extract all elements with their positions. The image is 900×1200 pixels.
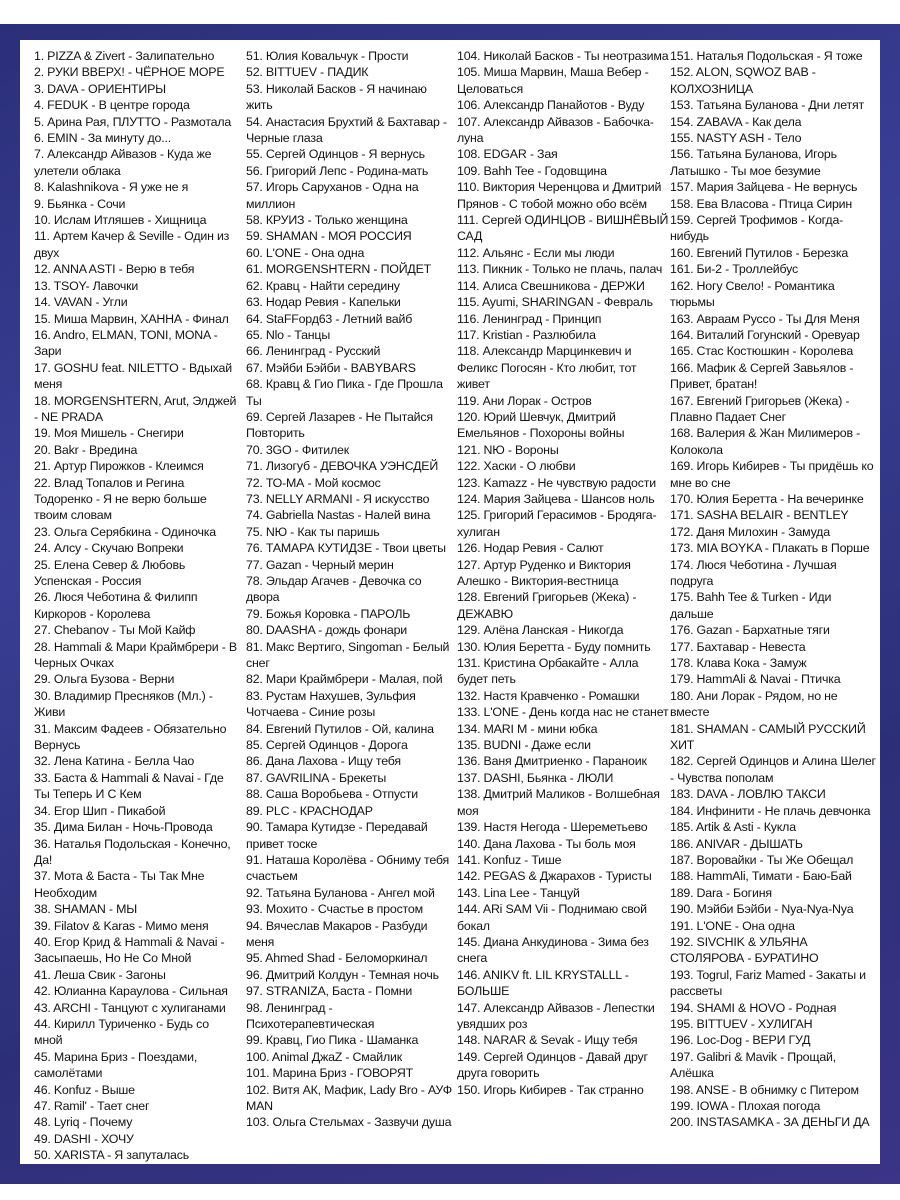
track-item: 110. Виктория Черенцова и Дмитрий Прянов - С тобой можно обо всём xyxy=(457,180,662,211)
track-item: 114. Алиса Свешникова - ДЕРЖИ xyxy=(457,278,645,293)
track-item: 77. Gazan - Черный мерин xyxy=(246,557,394,572)
track-item: 60. L'ONE - Она одна xyxy=(246,245,365,260)
track-item: 106. Александр Панайотов - Вуду xyxy=(457,98,645,113)
track-item: 108. EDGAR - Зая xyxy=(457,147,558,162)
track-item: 166. Мафик & Сергей Завьялов - Привет, братан! xyxy=(670,360,854,392)
track-item: 122. Хаски - О любви xyxy=(457,459,576,474)
track-item: 129. Алёна Ланская - Никогда xyxy=(457,623,624,638)
track-item: 134. MARI M - мини юбка xyxy=(457,721,598,736)
track-item: 8. Kalashnikova - Я уже не я xyxy=(34,180,189,195)
track-item: 47. Ramil' - Тает снег xyxy=(34,1099,150,1113)
track-item: 52. BITTUEV - ПАДИК xyxy=(246,65,369,80)
track-item: 2. РУКИ ВВЕРХ! - ЧЁРНОЕ МОРЕ xyxy=(34,65,225,80)
track-item: 71. Лизогуб - ДЕВОЧКА УЭНСДЕЙ xyxy=(246,459,439,474)
track-item: 168. Валерия & Жан Милимеров - Колокола xyxy=(670,426,860,457)
track-item: 81. Макс Вертиго, Singoman - Белый снег xyxy=(246,639,450,671)
track-item: 142. PEGAS & Джарахов - Туристы xyxy=(457,869,652,884)
track-item: 96. Дмитрий Колдун - Темная ночь xyxy=(246,967,439,982)
track-item: 152. ALON, SQWOZ BAB - КОЛХОЗНИЦА xyxy=(670,65,816,96)
track-item: 176. Gazan - Бархатные тяги xyxy=(670,623,830,638)
track-item: 141. Konfuz - Тише xyxy=(457,852,562,867)
track-item: 179. HammAli & Navai - Птичка xyxy=(670,672,841,687)
track-item: 181. SHAMAN - САМЫЙ РУССКИЙ ХИТ xyxy=(670,721,866,753)
tracklist-column-1 xyxy=(34,48,238,1164)
track-item: 61. MORGENSHTERN - ПОЙДЕТ xyxy=(246,262,432,277)
track-item: 191. L'ONE - Она одна xyxy=(670,918,795,933)
track-item: 20. Bakr - Вредина xyxy=(34,442,138,457)
track-item: 11. Артем Качер & Seville - Один из двух xyxy=(34,229,230,260)
track-item: 54. Анастасия Брухтий & Бахтавар - Черные глаза xyxy=(246,114,447,146)
track-item: 80. DAASHA - дождь фонари xyxy=(246,623,407,638)
track-item: 116. Ленинград - Принцип xyxy=(457,311,602,326)
track-item: 172. Даня Милохин - Замуда xyxy=(670,524,830,539)
track-item: 28. Hammali & Мари Краймбрери - В Черных Очках xyxy=(34,639,237,671)
track-item: 173. MIA BOYKA - Плакать в Порше xyxy=(670,541,870,556)
track-item: 92. Татьяна Буланова - Ангел мой xyxy=(246,885,435,900)
track-item: 155. NASTY ASH - Тело xyxy=(670,131,802,146)
track-item: 169. Игорь Кибирев - Ты придёшь ко мне во сне xyxy=(670,459,874,490)
track-item: 51. Юлия Ковальчук - Прости xyxy=(246,49,409,63)
track-item: 146. ANIKV ft. LIL KRYSTALLL - БОЛЬШЕ xyxy=(457,967,629,999)
track-item: 192. SIVCHIK & УЛЬЯНА СТОЛЯРОВА - БУРАТИНО xyxy=(670,934,819,966)
track-item: 85. Сергей Одинцов - Дорога xyxy=(246,738,408,753)
track-item: 27. Chebanov - Ты Мой Кайф xyxy=(34,623,196,638)
track-item: 127. Артур Руденко и Виктория Алешко - Виктория-вестница xyxy=(457,557,631,588)
track-item: 64. StaFFорд63 - Летний вайб xyxy=(246,311,413,326)
track-item: 164. Виталий Гогунский - Оревуар xyxy=(670,327,860,342)
track-item: 156. Татьяна Буланова, Игорь Латышко - Ты мое безумие xyxy=(670,147,837,178)
track-item: 178. Клава Кока - Замуж xyxy=(670,656,807,671)
track-item: 123. Kamazz - Не чувствую радости xyxy=(457,475,656,490)
track-item: 194. SHAMI & HOVO - Родная xyxy=(670,1000,837,1015)
track-item: 130. Юлия Беретта - Буду помнить xyxy=(457,639,651,654)
track-item: 193. Togrul, Fariz Mamed - Закаты и рассветы xyxy=(670,967,866,999)
track-item: 83. Рустам Нахушев, Зульфия Чотчаева - Синие розы xyxy=(246,688,416,720)
track-item: 7. Александр Айвазов - Куда же улетели облака xyxy=(34,147,212,178)
track-item: 111. Сергей ОДИНЦОВ - ВИШНЁВЫЙ САД xyxy=(457,213,669,244)
track-item: 46. Konfuz - Выше xyxy=(34,1082,135,1097)
track-item: 200. INSTASAMKA - ЗА ДЕНЬГИ ДА xyxy=(670,1115,870,1130)
track-item: 125. Григорий Герасимов - Бродяга-хулиган xyxy=(457,508,657,539)
track-item: 26. Люся Чеботина & Филипп Киркоров - Королева xyxy=(34,590,198,621)
track-item: 17. GOSHU feat. NILETTO - Вдыхай меня xyxy=(34,360,232,392)
track-item: 144. ARi SAM Vii - Поднимаю свой бокал xyxy=(457,902,647,933)
track-item: 163. Авраам Руссо - Ты Для Меня xyxy=(670,311,860,326)
track-item: 186. ANIVAR - ДЫШАТЬ xyxy=(670,836,803,851)
track-item: 95. Ahmed Shad - Беломоркинал xyxy=(246,951,428,966)
track-item: 101. Марина Бриз - ГОВОРЯТ xyxy=(246,1066,413,1081)
track-item: 154. ZABAVA - Как дела xyxy=(670,114,802,129)
track-item: 72. ТО-МА - Мой космос xyxy=(246,475,381,490)
track-item: 74. Gabriella Nastas - Налей вина xyxy=(246,508,431,523)
track-item: 76. ТАМАРА КУТИДЗЕ - Твои цветы xyxy=(246,541,446,556)
track-item: 97. STRANIZA, Баста - Помни xyxy=(246,984,413,999)
track-item: 4. FEDUK - В центре города xyxy=(34,98,190,113)
track-item: 78. Эльдар Агачев - Девочка со двора xyxy=(246,574,422,605)
track-item: 43. ARCHI - Танцуют с хулиганами xyxy=(34,1000,226,1015)
track-item: 3. DAVA - ОРИЕНТИРЫ xyxy=(34,81,166,96)
track-item: 161. Би-2 - Троллейбус xyxy=(670,262,798,277)
track-item: 42. Юлианна Караулова - Сильная xyxy=(34,984,228,999)
track-item: 170. Юлия Беретта - На вечеринке xyxy=(670,491,864,506)
track-item: 148. NARAR & Sevak - Ищу тебя xyxy=(457,1033,638,1048)
track-item: 157. Мария Зайцева - Не вернусь xyxy=(670,180,858,195)
track-item: 98. Ленинград - Психотерапевтическая xyxy=(246,1000,375,1031)
track-item: 182. Сергей Одинцов и Алина Шелег - Чувства пополам xyxy=(670,754,876,785)
track-item: 175. Bahh Tee & Turken - Иди дальше xyxy=(670,590,832,621)
track-item: 140. Дана Лахова - Ты боль моя xyxy=(457,836,636,851)
track-item: 197. Galibri & Mavik - Прощай, Алёшка xyxy=(670,1049,837,1081)
track-item: 174. Люся Чеботина - Лучшая подруга xyxy=(670,557,837,588)
track-item: 22. Влад Топалов и Регина Тодоренко - Я не верю больше твоим словам xyxy=(34,475,207,523)
track-item: 68. Кравц & Гио Пика - Где Прошла Ты xyxy=(246,377,443,408)
track-item: 159. Сергей Трофимов - Когда-нибудь xyxy=(670,213,844,244)
track-item: 70. 3GO - Фитилек xyxy=(246,442,349,457)
track-item: 48. Lyriq - Почему xyxy=(34,1115,133,1130)
track-item: 112. Альянс - Если мы люди xyxy=(457,245,615,260)
track-item: 165. Стас Костюшкин - Королева xyxy=(670,344,854,359)
track-item: 104. Николай Басков - Ты неотразима xyxy=(457,49,669,63)
track-item: 167. Евгений Григорьев (Жека) - Плавно Падает Снег xyxy=(670,393,850,424)
track-item: 35. Дима Билан - Ночь-Провода xyxy=(34,820,213,835)
track-item: 91. Наташа Королёва - Обниму тебя счастьем xyxy=(246,852,450,884)
track-item: 153. Татьяна Буланова - Дни летят xyxy=(670,98,864,113)
tracklist-column-4 xyxy=(670,48,876,1131)
track-item: 56. Григорий Лепс - Родина-мать xyxy=(246,163,429,178)
tracklist-column-3 xyxy=(457,48,669,1098)
track-item: 126. Нодар Ревия - Салют xyxy=(457,541,604,556)
track-item: 150. Игорь Кибирев - Так странно xyxy=(457,1082,644,1097)
track-item: 41. Леша Свик - Загоны xyxy=(34,967,166,982)
track-item: 44. Кирилл Туриченко - Будь со мной xyxy=(34,1016,209,1048)
track-item: 115. Ayumi, SHARINGAN - Февраль xyxy=(457,295,653,310)
track-item: 18. MORGENSHTERN, Arut, Элджей - NE PRADA xyxy=(34,393,237,424)
track-item: 105. Миша Марвин, Маша Вебер - Целоваться xyxy=(457,65,649,96)
track-item: 198. ANSE - В обнимку с Питером xyxy=(670,1082,859,1097)
track-item: 62. Кравц - Найти середину xyxy=(246,278,400,293)
track-item: 59. SHAMAN - МОЯ РОССИЯ xyxy=(246,229,412,244)
track-item: 190. Мэйби Бэйби - Nya-Nya-Nya xyxy=(670,902,854,917)
track-item: 119. Ани Лорак - Остров xyxy=(457,393,592,408)
track-item: 118. Александр Марцинкевич и Феликс Погосян - Кто любит, тот живет xyxy=(457,344,637,392)
track-item: 87. GAVRILINA - Брекеты xyxy=(246,770,387,785)
track-item: 36. Наталья Подольская - Конечно, Да! xyxy=(34,836,231,867)
track-item: 107. Александр Айвазов - Бабочка-луна xyxy=(457,114,654,146)
track-item: 79. Божья Коровка - ПАРОЛЬ xyxy=(246,606,411,621)
track-item: 34. Егор Шип - Пикабой xyxy=(34,803,166,818)
track-item: 32. Лена Катина - Белла Чао xyxy=(34,754,195,769)
track-item: 138. Дмитрий Маликов - Волшебная моя xyxy=(457,787,660,818)
track-item: 184. Инфинити - Не плачь девчонка xyxy=(670,803,871,818)
track-item: 177. Бахтавар - Невеста xyxy=(670,639,806,654)
track-item: 143. Lina Lee - Танцуй xyxy=(457,885,580,900)
track-item: 40. Егор Крид & Hammali & Navai - Засыпаешь, Но Не Со Мной xyxy=(34,934,225,966)
track-item: 158. Ева Власова - Птица Сирин xyxy=(670,196,853,211)
track-item: 162. Ногу Свело! - Романтика тюрьмы xyxy=(670,278,835,310)
track-item: 139. Настя Негода - Шереметьево xyxy=(457,820,648,835)
track-item: 38. SHAMAN - МЫ xyxy=(34,902,137,917)
track-item: 55. Сергей Одинцов - Я вернусь xyxy=(246,147,425,162)
track-item: 145. Диана Анкудинова - Зима без снега xyxy=(457,934,649,966)
track-item: 151. Наталья Подольская - Я тоже xyxy=(670,49,863,63)
track-item: 183. DAVA - ЛОВЛЮ ТАКСИ xyxy=(670,787,826,802)
track-item: 31. Максим Фадеев - Обязательно Вернусь xyxy=(34,721,227,753)
track-item: 13. TSOY- Лавочки xyxy=(34,278,139,293)
track-item: 132. Настя Кравченко - Ромашки xyxy=(457,688,640,703)
track-item: 135. BUDNI - Даже если xyxy=(457,738,591,753)
track-item: 136. Ваня Дмитриенко - Параноик xyxy=(457,754,647,769)
track-item: 86. Дана Лахова - Ищу тебя xyxy=(246,754,401,769)
track-item: 94. Вячеслав Макаров - Разбуди меня xyxy=(246,918,428,949)
track-item: 30. Владимир Пресняков (Мл.) - Живи xyxy=(34,688,213,720)
track-item: 188. HammAli, Тимати - Баю-Бай xyxy=(670,869,852,884)
track-item: 88. Саша Воробьева - Отпусти xyxy=(246,787,418,802)
track-item: 187. Воровайки - Ты Же Обещал xyxy=(670,852,854,867)
track-item: 102. Витя АК, Мафик, Lady Bro - АУФ MAN xyxy=(246,1082,452,1113)
track-item: 39. Filatov & Karas - Мимо меня xyxy=(34,918,209,933)
track-item: 93. Мохито - Счастье в простом xyxy=(246,902,423,917)
track-item: 33. Баста & Hammali & Navai - Где Ты Теперь И С Кем xyxy=(34,770,224,802)
track-item: 109. Bahh Tee - Годовщина xyxy=(457,163,607,178)
track-item: 49. DASHI - ХОЧУ xyxy=(34,1131,134,1146)
track-item: 19. Моя Мишель - Снегири xyxy=(34,426,184,441)
track-item: 1. PIZZA & Zivert - Залипательно xyxy=(34,49,215,63)
track-item: 128. Евгений Григорьев (Жека) - ДЕЖАВЮ xyxy=(457,590,637,621)
track-item: 57. Игорь Саруханов - Одна на миллион xyxy=(246,180,419,211)
track-item: 180. Ани Лорак - Рядом, но не вместе xyxy=(670,688,838,720)
track-item: 131. Кристина Орбакайте - Алла будет петь xyxy=(457,656,639,687)
track-item: 90. Тамара Кутидзе - Передавай привет тоске xyxy=(246,820,428,851)
track-item: 73. NELLY ARMANI - Я искусство xyxy=(246,491,430,506)
track-item: 15. Миша Марвин, ХАННА - Финал xyxy=(34,311,229,326)
track-item: 133. L'ONE - День когда нас не станет xyxy=(457,705,669,720)
track-item: 53. Николай Басков - Я начинаю жить xyxy=(246,81,427,113)
track-item: 199. IOWA - Плохая погода xyxy=(670,1099,821,1113)
track-item: 75. NЮ - Как ты паришь xyxy=(246,524,380,539)
track-item: 63. Нодар Ревия - Капельки xyxy=(246,295,401,310)
track-item: 12. ANNA ASTI - Верю в тебя xyxy=(34,262,195,277)
track-item: 82. Мари Краймбрери - Малая, пой xyxy=(246,672,443,687)
track-item: 24. Алсу - Скучаю Вопреки xyxy=(34,541,184,556)
track-item: 117. Kristian - Разлюбила xyxy=(457,327,596,342)
track-item: 99. Кравц, Гио Пика - Шаманка xyxy=(246,1033,419,1048)
track-item: 189. Dara - Богиня xyxy=(670,885,772,900)
track-item: 195. BITTUEV - ХУЛИГАН xyxy=(670,1016,813,1031)
track-item: 9. Бьянка - Сочи xyxy=(34,196,126,211)
track-item: 66. Ленинград - Русский xyxy=(246,344,381,359)
track-item: 84. Евгений Путилов - Ой, калина xyxy=(246,721,434,736)
track-item: 67. Мэйби Бэйби - BABYBARS xyxy=(246,360,416,375)
track-item: 21. Артур Пирожков - Клеимся xyxy=(34,459,204,474)
track-item: 196. Loc-Dog - ВЕРИ ГУД xyxy=(670,1033,811,1048)
track-item: 14. VAVAN - Угли xyxy=(34,295,128,310)
track-item: 23. Ольга Серябкина - Одиночка xyxy=(34,524,216,539)
track-item: 89. PLC - КРАСНОДАР xyxy=(246,803,373,818)
track-item: 121. NЮ - Вороны xyxy=(457,442,559,457)
track-item: 100. Animal ДжаZ - Смайлик xyxy=(246,1049,402,1064)
track-item: 58. КРУИЗ - Только женщина xyxy=(246,213,408,228)
tracklist-card xyxy=(20,40,880,1164)
track-item: 69. Сергей Лазарев - Не Пытайся Повторить xyxy=(246,409,433,441)
track-item: 185. Artik & Asti - Кукла xyxy=(670,820,796,835)
track-item: 65. Nlo - Танцы xyxy=(246,327,331,342)
track-item: 45. Марина Бриз - Поездами, самолётами xyxy=(34,1049,198,1081)
track-item: 29. Ольга Бузова - Верни xyxy=(34,672,175,687)
track-item: 160. Евгений Путилов - Березка xyxy=(670,245,849,260)
track-item: 16. Andro, ELMAN, TONI, MONA - Зари xyxy=(34,327,218,359)
track-item: 147. Александр Айвазов - Лепестки увядших роз xyxy=(457,1000,655,1031)
tracklist-column-2 xyxy=(246,48,456,1131)
track-item: 137. DASHI, Бьянка - ЛЮЛИ xyxy=(457,770,614,785)
track-item: 6. EMIN - За минуту до... xyxy=(34,131,171,146)
track-item: 37. Мота & Баста - Ты Так Мне Необходим xyxy=(34,869,205,900)
track-item: 171. SASHA BELAIR - BENTLEY xyxy=(670,508,849,523)
track-item: 120. Юрий Шевчук, Дмитрий Емельянов - Похороны войны xyxy=(457,409,625,441)
track-item: 149. Сергей Одинцов - Давай друг друга говорить xyxy=(457,1049,648,1081)
track-item: 113. Пикник - Только не плачь, палач xyxy=(457,262,663,277)
track-item: 10. Ислам Итляшев - Хищница xyxy=(34,213,207,228)
track-item: 50. XARISTA - Я запуталась xyxy=(34,1148,189,1163)
track-item: 5. Арина Рая, ПЛУТТО - Размотала xyxy=(34,114,232,129)
track-item: 25. Елена Север & Любовь Успенская - Россия xyxy=(34,557,186,588)
track-item: 103. Ольга Стельмах - Зазвучи душа xyxy=(246,1115,452,1130)
track-item: 124. Мария Зайцева - Шансов ноль xyxy=(457,491,655,506)
